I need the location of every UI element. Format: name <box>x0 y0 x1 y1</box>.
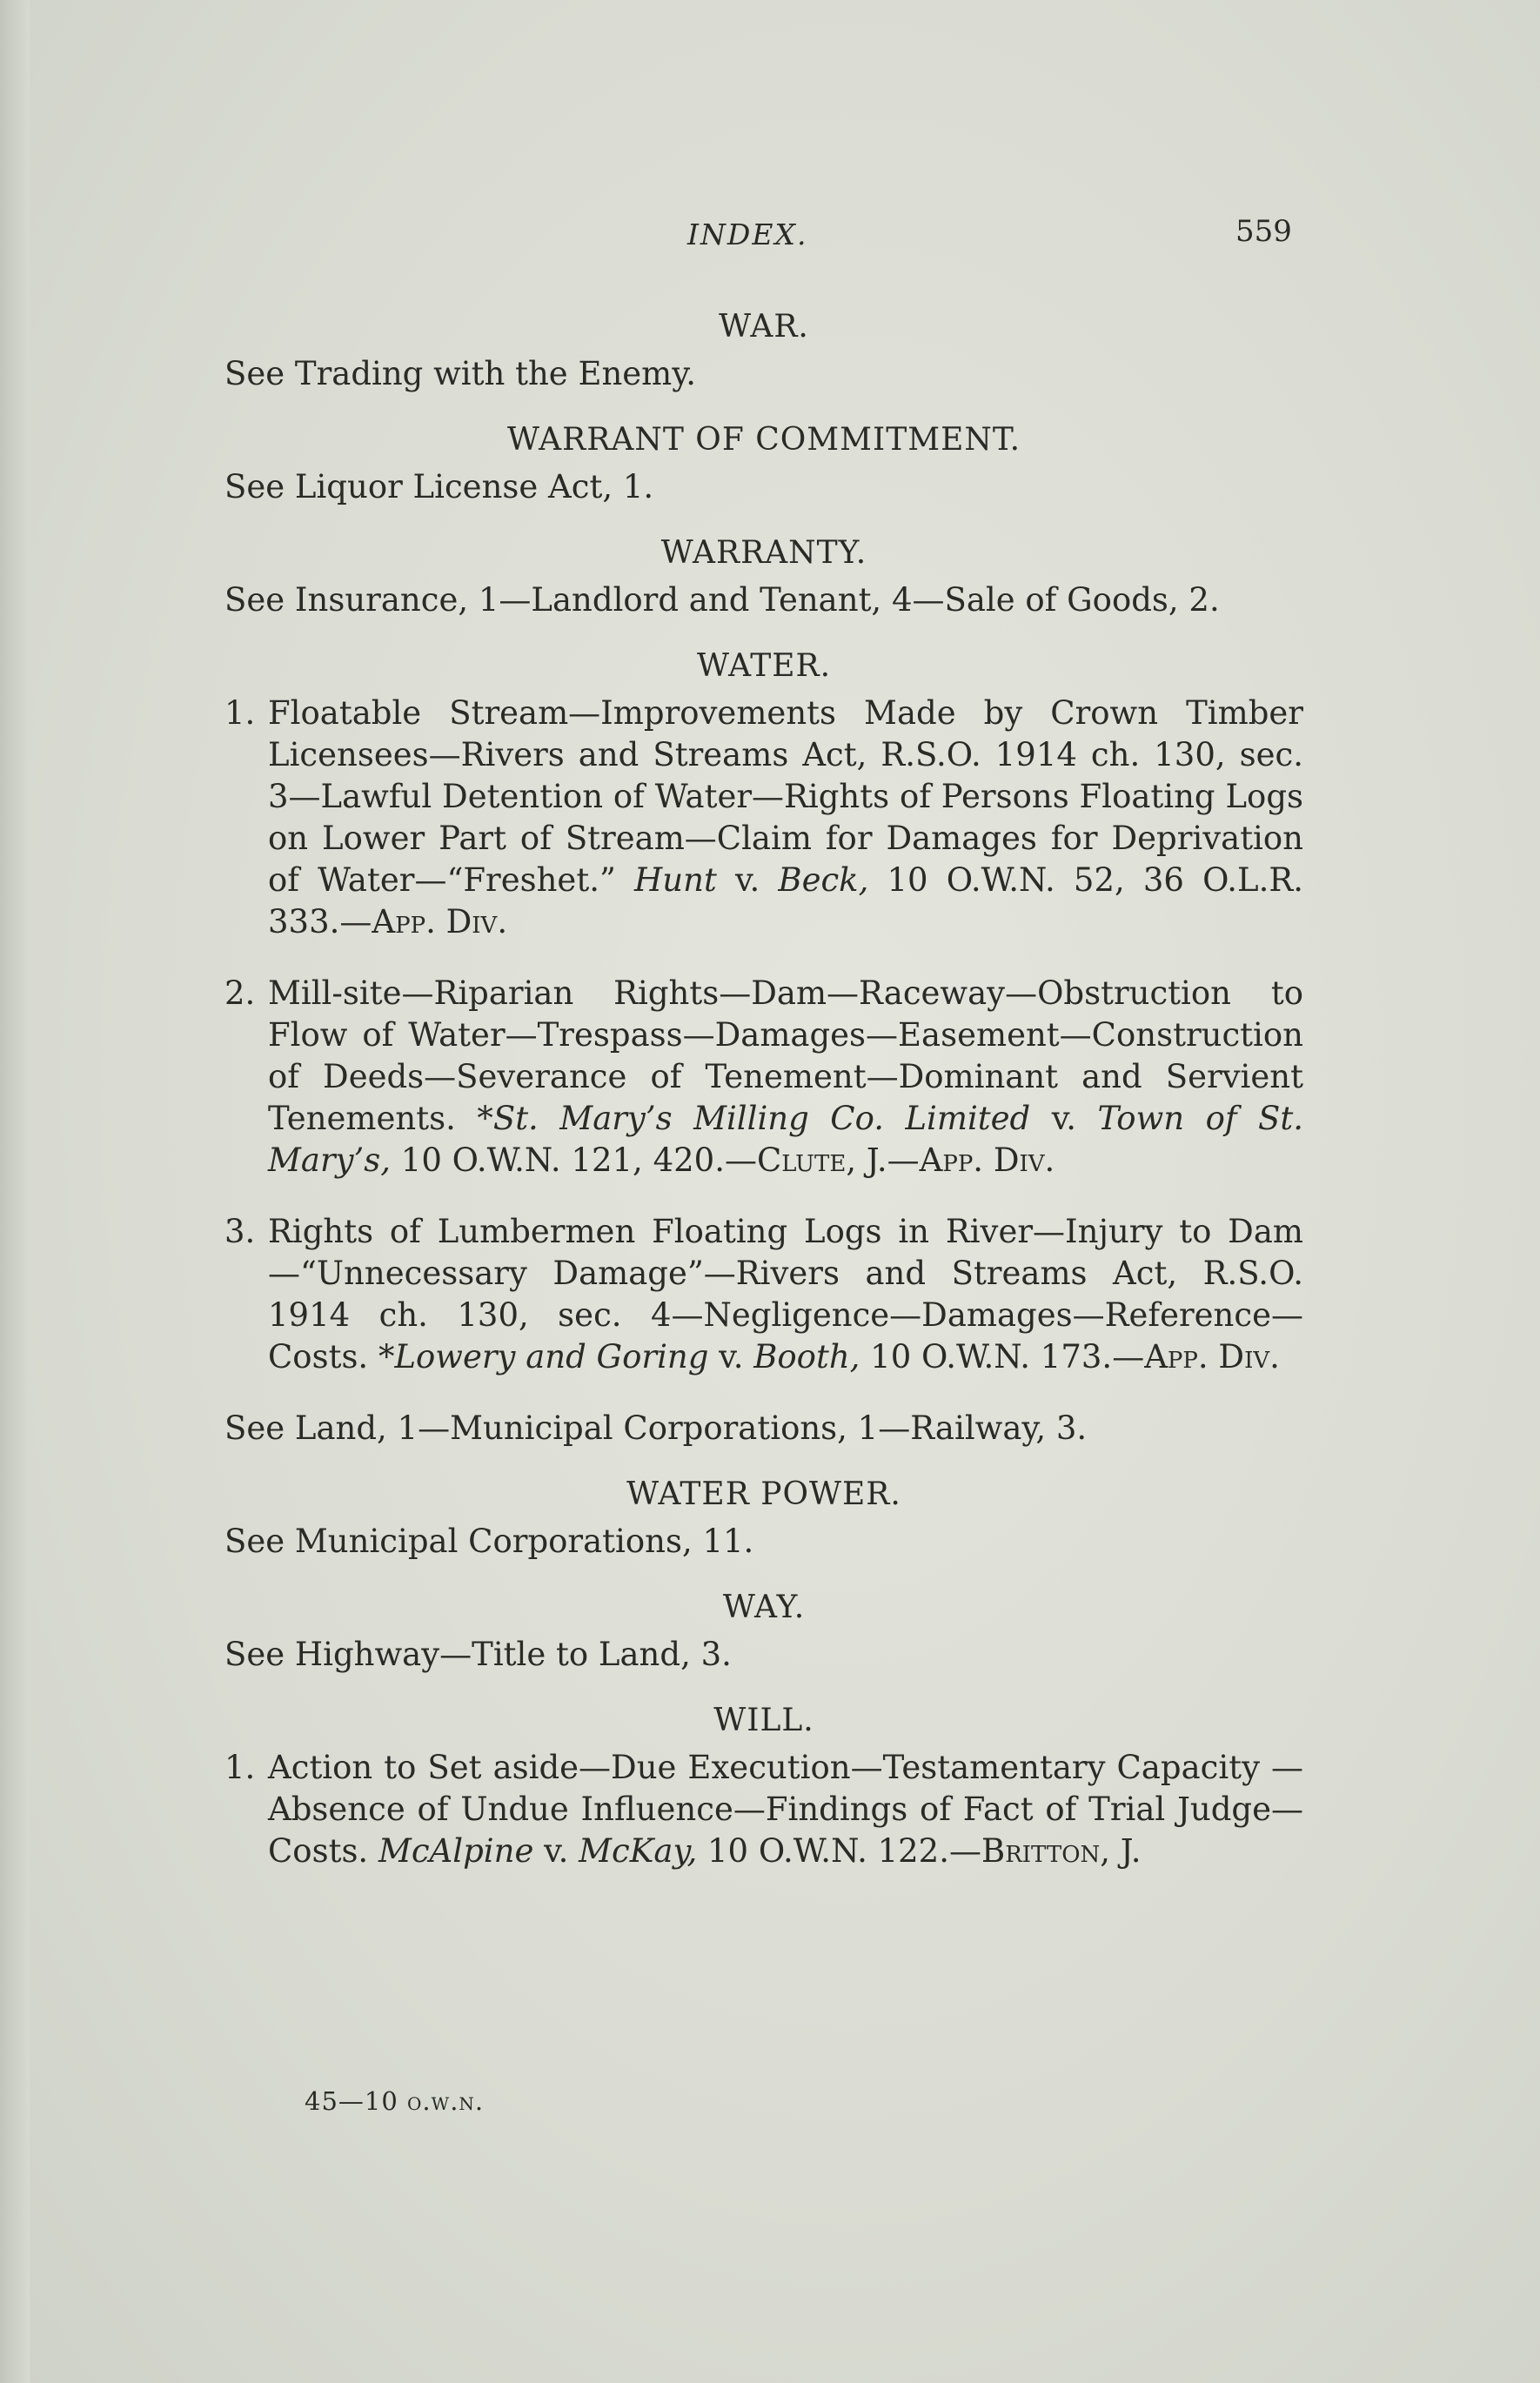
court: Britton, J. <box>981 1832 1142 1870</box>
running-head-title: INDEX. <box>687 218 808 251</box>
index-entry <box>224 1211 1303 1378</box>
index-heading: WARRANT OF COMMITMENT. <box>506 422 1021 458</box>
court: Clute, J.—App. Div. <box>756 1141 1055 1179</box>
case-party: *St. Mary’s Milling Co. Limited <box>477 1100 1031 1137</box>
entry-summary: Rights of Lumbermen Floating Logs in River—Injury to Dam —“Unnecessary Damage”—Rivers and Streams Act, R.S.O. 1914 ch. 130, sec. 4—Negligence—Damages—Reference—Costs. <box>268 1213 1303 1376</box>
versus: v. <box>1030 1100 1098 1137</box>
index-entry <box>224 693 1303 943</box>
index-entry <box>224 973 1303 1181</box>
entry-summary: Floatable Stream—Improvements Made by Crown Timber Licensees—Rivers and Streams Act, R.S.O. 1914 ch. 130, sec. 3—Lawful Detention of Water—Rights of Persons Floating Logs on Lower Part of Stream—Claim for Damages for Deprivation of Water—“Freshet.” <box>268 694 1303 899</box>
case-party: *Lowery and Goring <box>378 1338 709 1376</box>
entry-number: 2. <box>224 974 256 1012</box>
court: App. Div. <box>372 903 508 940</box>
entry-text <box>268 1747 1303 1872</box>
entry-number: 1. <box>224 1749 256 1786</box>
citation: 10 O.W.N. 173.— <box>860 1338 1145 1376</box>
index-heading: WATER. <box>696 648 832 684</box>
versus: v. <box>716 861 779 899</box>
versus: v. <box>708 1338 754 1376</box>
entry-number: 3. <box>224 1213 256 1250</box>
signature-number: 45—10 <box>305 2086 408 2116</box>
court: App. Div. <box>1144 1338 1280 1376</box>
entry-summary: Action to Set aside—Due Execution—Testamentary Capacity —Absence of Undue Influence—Findings of Fact of Trial Judge—Costs. <box>268 1749 1303 1870</box>
case-party: Beck, <box>778 861 869 899</box>
index-content <box>224 306 1303 1902</box>
citation: 10 O.W.N. 52, 36 O.L.R. 333.— <box>268 861 1303 940</box>
see-reference: See Land, 1—Municipal Corporations, 1—Railway, 3. <box>224 1409 1088 1447</box>
index-heading: WAY. <box>722 1590 806 1625</box>
signature-abbrev: o.w.n. <box>407 2086 485 2116</box>
signature-mark <box>305 2086 484 2116</box>
running-head <box>0 214 1540 261</box>
page-number: 559 <box>1235 214 1292 249</box>
entry-summary: Mill-site—Riparian Rights—Dam—Raceway—Obstruction to Flow of Water—Trespass—Damages—Easement—Construction of Deeds—Severance of Tenement—Dominant and Servient Tenements. <box>268 974 1303 1137</box>
index-heading: WAR. <box>719 309 809 345</box>
entry-number: 1. <box>224 694 256 732</box>
case-party: McAlpine <box>378 1832 534 1870</box>
index-entry <box>224 1747 1303 1872</box>
see-reference: See Insurance, 1—Landlord and Tenant, 4—Sale of Goods, 2. <box>224 581 1220 619</box>
case-party: Hunt <box>634 861 717 899</box>
see-reference: See Liquor License Act, 1. <box>224 468 654 505</box>
index-heading: WILL. <box>713 1703 814 1738</box>
index-heading: WARRANTY. <box>660 535 867 571</box>
versus: v. <box>533 1832 579 1870</box>
entry-text <box>268 1211 1303 1378</box>
index-heading: WATER POWER. <box>626 1476 901 1512</box>
see-reference: See Highway—Title to Land, 3. <box>224 1636 732 1673</box>
citation: 10 O.W.N. 122.— <box>697 1832 981 1870</box>
page-gutter <box>0 0 30 2383</box>
case-party: McKay, <box>579 1832 698 1870</box>
case-party: Town of St. Mary’s, <box>268 1100 1303 1179</box>
entry-text <box>268 973 1303 1181</box>
see-reference: See Trading with the Enemy. <box>224 355 697 392</box>
see-reference: See Municipal Corporations, 11. <box>224 1523 754 1560</box>
entry-text <box>268 693 1303 943</box>
case-party: Booth, <box>753 1338 860 1376</box>
citation: 10 O.W.N. 121, 420.— <box>391 1141 757 1179</box>
